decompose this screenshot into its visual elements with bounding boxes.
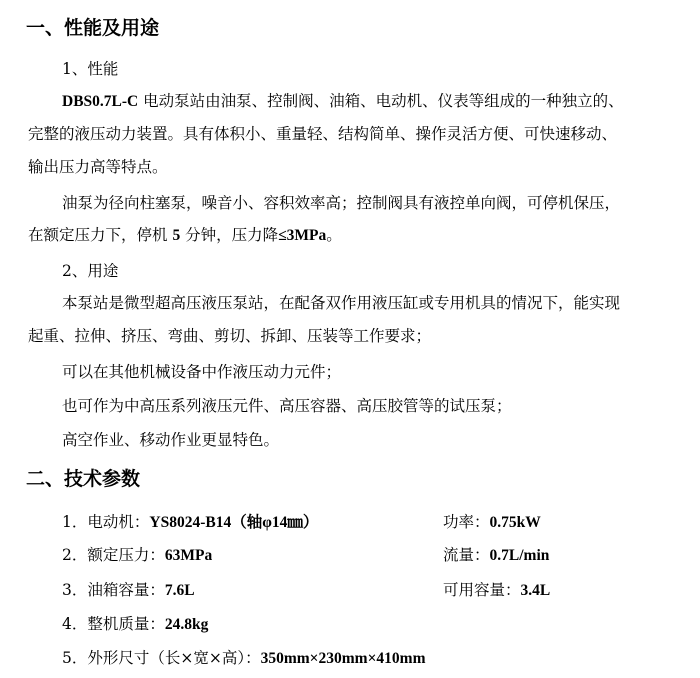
paragraph-line: 油泵为径向柱塞泵，噪音小、容积效率高；控制阀具有液控单向阀，可停机保压， — [62, 194, 621, 212]
model-name: DBS0.7L-C — [62, 93, 139, 110]
paragraph-line: 输出压力高等特点。 — [28, 158, 168, 176]
paragraph-line: DBS0.7L-C 电动泵站由油泵、控制阀、油箱、电动机、仪表等组成的一种独立的、 — [62, 92, 624, 110]
paragraph-line: 可以在其他机械设备中作液压动力元件； — [62, 363, 342, 381]
spec-row-right: 可用容量：3.4L — [443, 581, 551, 599]
subheading-performance: 1、性能 — [62, 60, 119, 78]
subheading-usage: 2、用途 — [62, 262, 119, 280]
section-title-performance: 一、性能及用途 — [26, 17, 160, 39]
paragraph-line: 在额定压力下，停机 5 分钟，压力降≤3MPa。 — [28, 226, 342, 244]
section-title-specs: 二、技术参数 — [26, 468, 141, 490]
paragraph-line: 完整的液压动力装置。具有体积小、重量轻、结构简单、操作灵活方便、可快速移动、 — [28, 125, 618, 143]
paragraph-line: 本泵站是微型超高压液压泵站，在配备双作用液压缸或专用机具的情况下，能实现 — [62, 294, 621, 312]
spec-row: 2．额定压力：63MPa — [62, 546, 213, 564]
spec-row: 4．整机质量：24.8kg — [62, 615, 209, 633]
paragraph-line: 起重、拉伸、挤压、弯曲、剪切、拆卸、压装等工作要求； — [28, 327, 432, 345]
spec-row: 3．油箱容量：7.6L — [62, 581, 195, 599]
spec-row: 1．电动机：YS8024-B14（轴φ14㎜） — [62, 513, 319, 531]
spec-row: 5．外形尺寸（长×宽×高）：350mm×230mm×410mm — [62, 649, 426, 667]
paragraph-line: 也可作为中高压系列液压元件、高压容器、高压胶管等的试压泵； — [62, 397, 512, 415]
spec-row-right: 流量：0.7L/min — [443, 546, 550, 564]
paragraph-line: 高空作业、移动作业更显特色。 — [62, 431, 280, 449]
spec-row-right: 功率：0.75kW — [443, 513, 541, 531]
